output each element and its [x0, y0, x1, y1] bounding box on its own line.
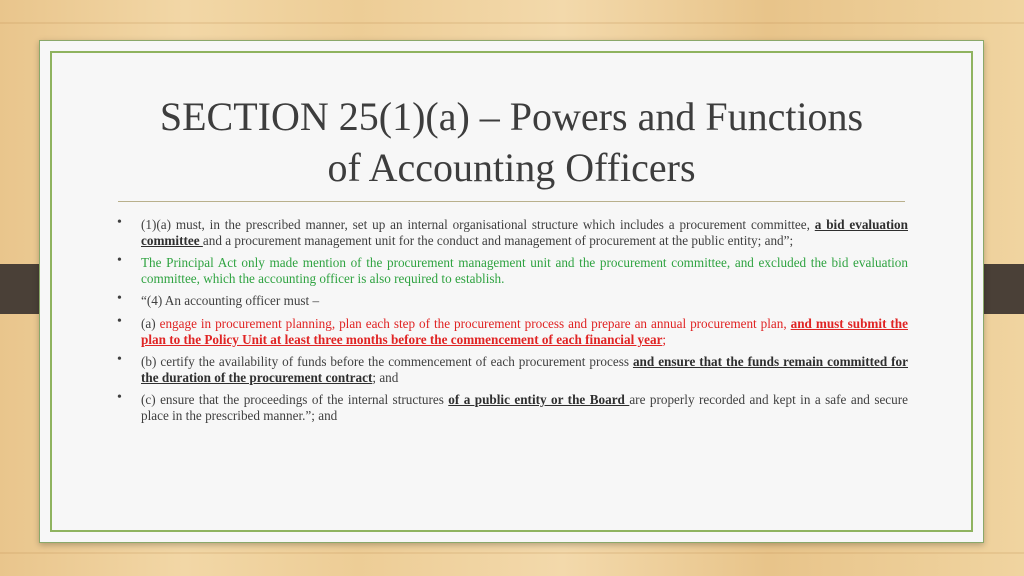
right-tab-decoration — [980, 264, 1024, 314]
bullet-item-4 — [115, 313, 908, 347]
bullet-5-text-end: ; and — [372, 369, 399, 385]
bullet-5-emphasis: and ensure that the funds remain committed for the duration of the procurement contract — [141, 354, 908, 385]
bullet-1-text-end: and a procurement management unit for the conduct and management of procurement at the public entity; and”; — [202, 232, 794, 248]
bullet-item-1 — [115, 217, 908, 248]
bullet-1-emphasis: a bid evaluation committee — [141, 217, 908, 248]
title-divider — [118, 201, 905, 202]
bullet-marker: • — [117, 215, 122, 230]
bullet-item-2 — [115, 255, 908, 286]
slide — [39, 40, 984, 543]
bullet-marker: • — [117, 390, 122, 406]
title-line-1: SECTION 25(1)(a) – Powers and Functions — [159, 94, 864, 139]
bullet-item-3 — [115, 293, 908, 309]
bullet-4-text: (a) — [141, 315, 160, 331]
bullet-4-highlight: engage in procurement planning, plan each step of the procurement process and prepare an annual procurement plan, — [159, 315, 791, 331]
bullet-list — [115, 217, 908, 431]
bullet-4-text-end: ; — [662, 331, 667, 347]
bullet-marker: • — [117, 291, 122, 307]
bullet-item-6 — [115, 392, 908, 423]
slide-title — [40, 91, 983, 193]
title-line-2: of Accounting Officers — [327, 145, 696, 190]
bullet-6-text: (c) ensure that the proceedings of the internal structures — [141, 392, 449, 408]
bullet-3-text: “(4) An accounting officer must – — [141, 293, 320, 309]
bullet-4-emphasis: and must submit the plan to the Policy Unit at least three months before the commencement of each financial year — [141, 315, 908, 347]
background-streak — [0, 22, 1024, 24]
bullet-1-text: (1)(a) must, in the prescribed manner, set up an internal organisational structure which includes a procurement committee, — [141, 217, 815, 232]
bullet-2-text: The Principal Act only made mention of the procurement management unit and the procurement committee, and excluded the bid evaluation committee, which the accounting officer is also required to establish. — [141, 255, 908, 286]
left-tab-decoration — [0, 264, 44, 314]
bullet-marker: • — [117, 352, 122, 368]
bullet-6-emphasis: of a public entity or the Board — [448, 392, 630, 408]
bullet-6-text-end: are properly recorded and kept in a safe and secure place in the prescribed manner.”; and — [141, 392, 909, 423]
bullet-marker: • — [117, 253, 122, 269]
bullet-item-5 — [115, 354, 908, 385]
background-streak — [0, 552, 1024, 554]
bullet-5-text: (b) certify the availability of funds before the commencement of each procurement process — [141, 354, 633, 370]
bullet-marker: • — [117, 313, 122, 329]
